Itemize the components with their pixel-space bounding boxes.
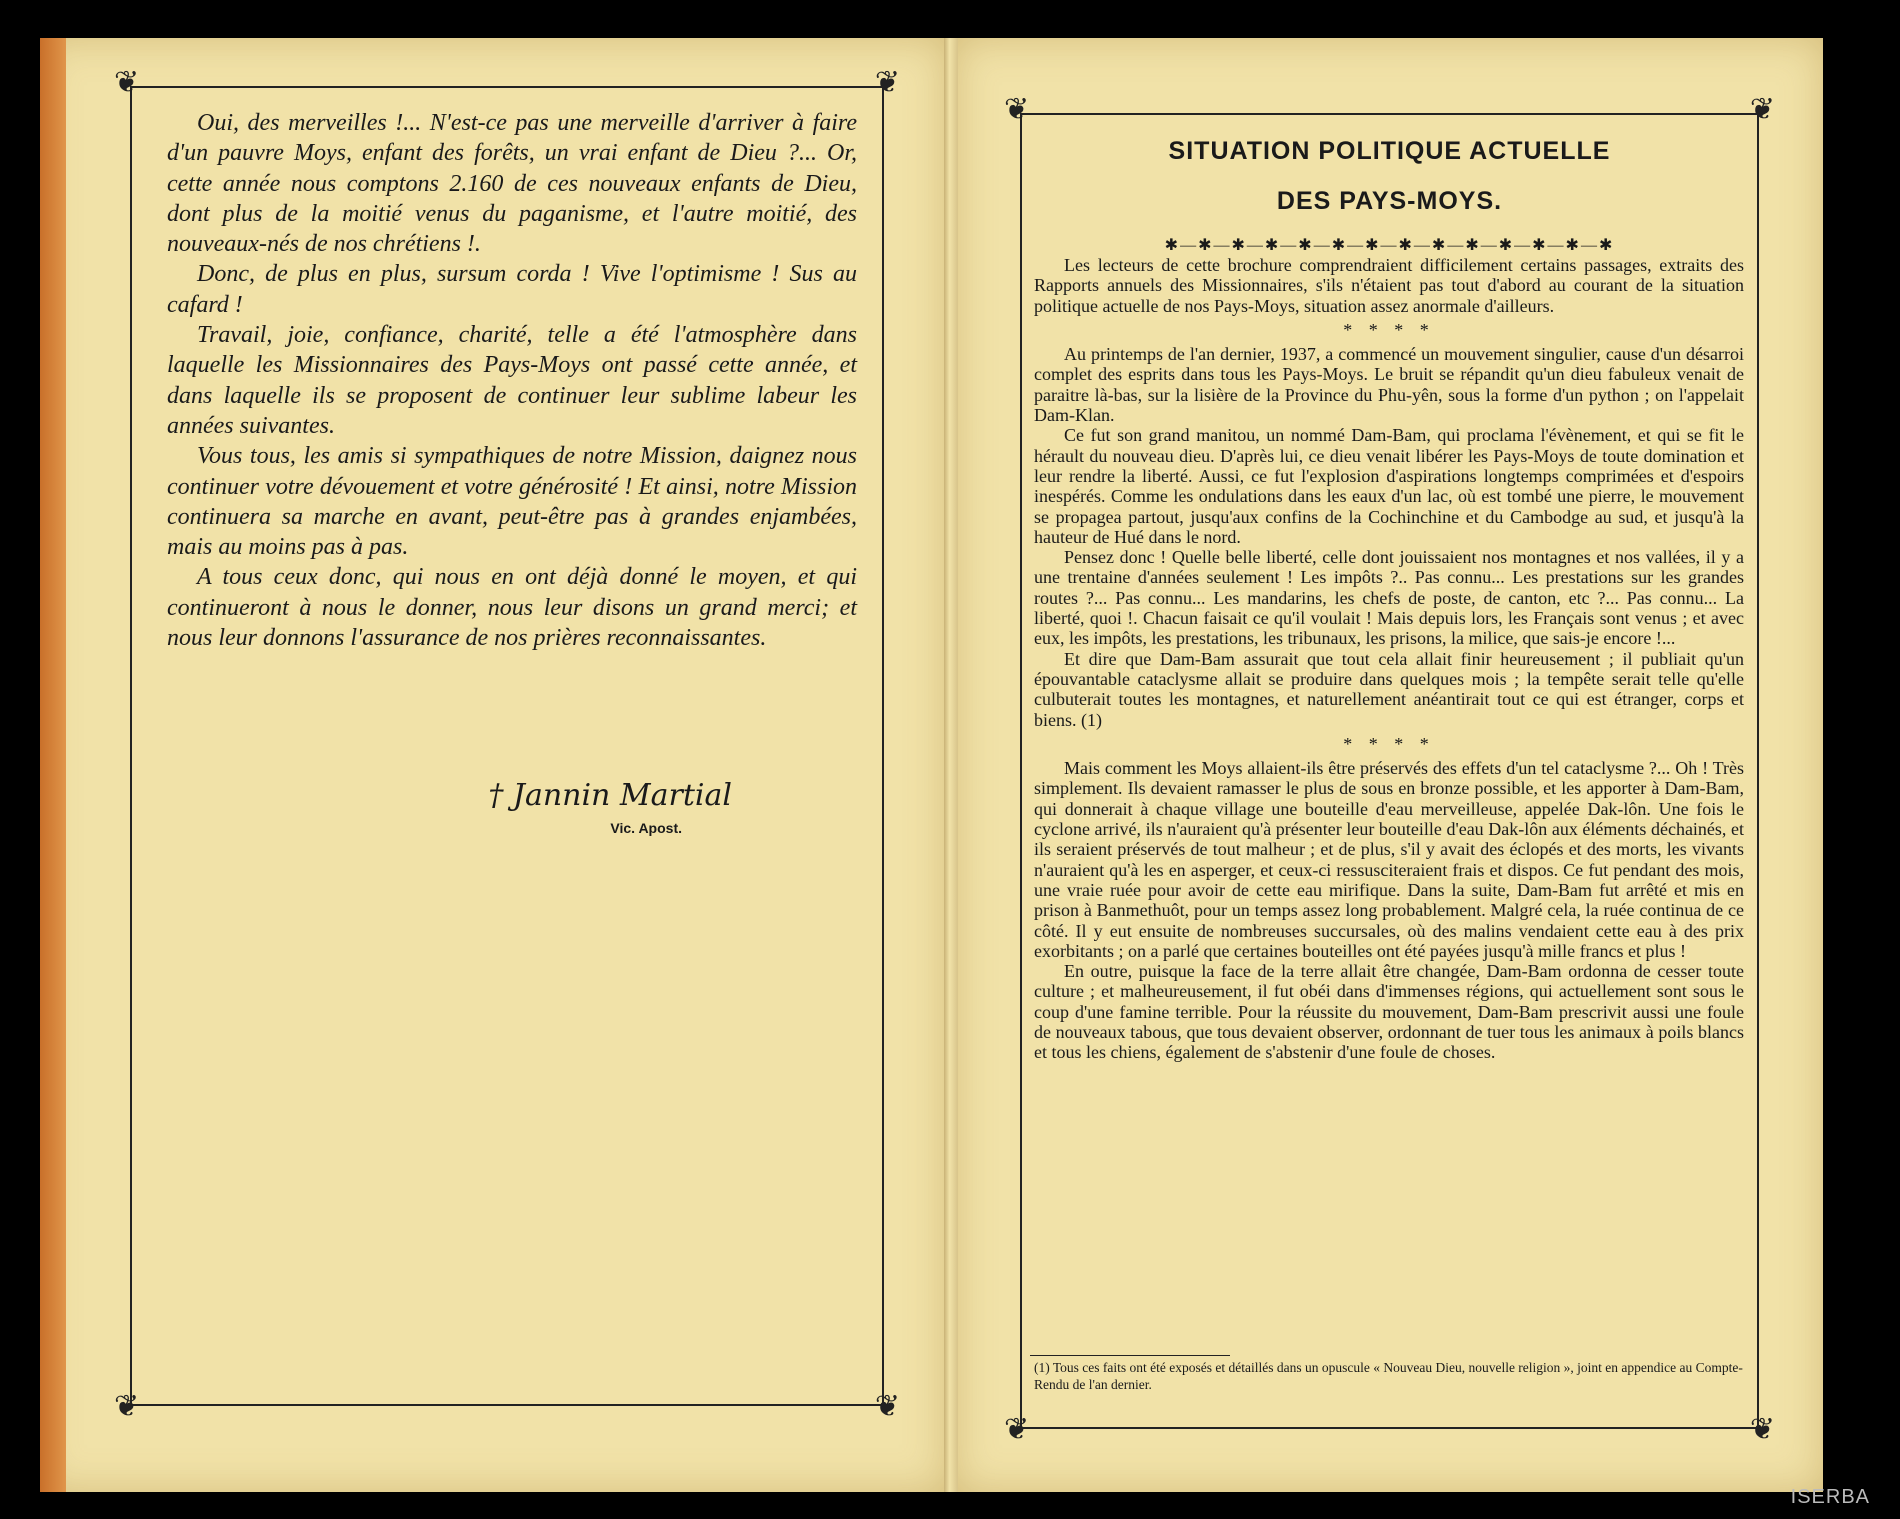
section-title-line-1: SITUATION POLITIQUE ACTUELLE [1168, 137, 1611, 165]
paragraph: Donc, de plus en plus, sursum corda ! Vive l'optimisme ! Sus au cafard ! [167, 261, 857, 318]
paragraph: Et dire que Dam-Bam assurait que tout cela allait finir heureusement ; il publiait qu'un épouvantable cataclysme allait se produire dans quelques mois ; la tempête serait telle qu'elle culbuterait toutes les montagnes, et naturellement anéantirait tout ce qui est étranger, corps et biens. (1) [1034, 648, 1744, 730]
decorative-star-rule: ✱—✱—✱—✱—✱—✱—✱—✱—✱—✱—✱—✱—✱—✱ [1164, 237, 1615, 254]
right-page-text [1034, 255, 1744, 1063]
paragraph: Pensez donc ! Quelle belle liberté, celle dont jouissaient nos montagnes et nos vallées, il y a une trentaine d'années seulement ! Les impôts ?.. Pas connu... Les prestations sur les grandes routes ?... Pas connu... Les mandarins, les chefs de poste, de canton, etc ?... Pas connu... La liberté, quoi !. Chacun faisait ce qu'il voulait ! Mais depuis lors, les Français sont venus ; et avec eux, les impôts, les prestations, les tribunaux, les prisons, la milice, que sais-je encore !... [1034, 547, 1744, 649]
corner-ornament-icon: ❦ [114, 1389, 140, 1424]
signature-title: Vic. Apost. [610, 820, 682, 836]
corner-ornament-icon: ❦ [1004, 92, 1030, 127]
section-title-line-2: DES PAYS-MOYS. [1276, 187, 1503, 215]
paragraph: En outre, puisque la face de la terre allait être changée, Dam-Bam ordonna de cesser toute culture ; et malheureusement, il fut obéi dans d'immenses régions, qui actuellement sont sous le coup d'une famine terrible. Pour la réussite du mouvement, Dam-Bam prescrivit aussi une foule de nouveaux tabous, que tous devaient observer, ordonnant de tuer tous les animaux à poils blancs et tous les chiens, également de s'abstenir d'une foule de choses. [1034, 961, 1744, 1063]
left-page-edge [40, 38, 66, 1492]
corner-ornament-icon: ❦ [874, 65, 900, 100]
signature: † Jannin Martial [488, 778, 732, 813]
corner-ornament-icon: ❦ [1749, 1412, 1775, 1447]
paragraph: Au printemps de l'an dernier, 1937, a commencé un mouvement singulier, cause d'un désarroi complet des esprits dans tous les Pays-Moys. Le bruit se répandit qu'un dieu fabuleux venait de paraitre là-bas, sur la lisière de la Province du Phu-yên, sous la forme d'un python ; on l'appelait Dam-Klan. [1034, 344, 1744, 426]
corner-ornament-icon: ❦ [114, 65, 140, 100]
footnote-rule [1030, 1355, 1230, 1356]
paragraph: Les lecteurs de cette brochure comprendraient difficilement certains passages, extraits des Rapports annuels des Missionnaires, s'ils n'étaient pas tout d'abord au courant de la situation politique actuelle de nos Pays-Moys, situation assez anormale d'ailleurs. [1034, 255, 1744, 316]
section-separator: * * * * [1343, 733, 1435, 754]
left-page-text [167, 108, 857, 653]
paragraph: Mais comment les Moys allaient-ils être préservés des effets d'un tel cataclysme ?... Oh ! Très simplement. Ils devaient ramasser le plus de sous en bronze possible, et les apporter à Dam-Bam, qui donnerait à chaque village une bouteille d'eau merveilleuse, appelée Dak-lôn. Une fois le cyclone arrivé, ils n'auraient qu'à présenter leur bouteille d'eau Dak-lôn aux éléments déchainés, et ils seraient préservés de tout malheur ; et de plus, s'il y avait des éclopés et des morts, les vivants n'auraient qu'à les en asperger, et ceux-ci ressusciteraient frais et dispos. Ce fut pendant des mois, une vraie ruée pour avoir de cette eau mirifique. Dans la suite, Dam-Bam fut arrêté et mis en prison à Banmethuôt, pour un temps assez long probablement. Malgré cela, la ruée continua de ce côté. Il y eut ensuite de nombreuses succursales, où des malins vendaient cette eau à des prix exorbitants ; on a parlé que certaines bouteilles ont été payées jusqu'à mille francs et plus ! [1034, 758, 1744, 961]
paragraph: Oui, des merveilles !... N'est-ce pas une merveille d'arriver à faire d'un pauvre Moys, enfant des forêts, un vrai enfant de Dieu ?... Or, cette année nous comptons 2.160 de ces nouveaux enfants de Dieu, dont plus de la moitié venus du paganisme, et l'autre moitié, des nouveaux-nés de nos chrétiens !. [167, 110, 857, 258]
paragraph: Vous tous, les amis si sympathiques de notre Mission, daignez nous continuer votre dévouement et votre générosité ! Et ainsi, notre Mission continuera sa marche en avant, peut-être pas à grandes enjambées, mais au moins pas à pas. [167, 443, 857, 561]
right-page-frame [1004, 92, 1775, 1447]
left-page-frame [114, 65, 900, 1424]
watermark: ISERBA [1790, 1486, 1870, 1508]
paragraph: A tous ceux donc, qui nous en ont déjà donné le moyen, et qui continueront à nous le donner, nous leur disons un grand merci; et nous leur donnons l'assurance de nos prières reconnaissantes. [167, 564, 857, 652]
footnote: (1) Tous ces faits ont été exposés et détaillés dans un opuscule « Nouveau Dieu, nouvelle religion », joint en appendice au Compte-Rendu de l'an dernier. [1034, 1360, 1743, 1392]
corner-ornament-icon: ❦ [1749, 92, 1775, 127]
section-separator: * * * * [1343, 319, 1435, 340]
corner-ornament-icon: ❦ [874, 1389, 900, 1424]
corner-ornament-icon: ❦ [1004, 1412, 1030, 1447]
right-page-content [955, 38, 1823, 1492]
paragraph: Travail, joie, confiance, charité, telle a été l'atmosphère dans laquelle les Missionnaires des Pays-Moys ont passé cette année, et dans laquelle ils se proposent de continuer leur sublime labeur les années suivantes. [167, 322, 857, 439]
paragraph: Ce fut son grand manitou, un nommé Dam-Bam, qui proclama l'évènement, et qui se fit le hérault du nouveau dieu. D'après lui, ce dieu venait libérer les Pays-Moys de toute domination et leur rendre la liberté. Aussi, ce fut l'explosion d'aspirations longtemps comprimées et d'espoirs inespérés. Comme les ondulations dans les eaux d'un lac, où est tombé une pierre, le mouvement se propagea partout, jusqu'aux confins de la Cochinchine et du Cambodge au sud, et jusqu'à la hauteur de Hué dans le nord. [1034, 425, 1744, 547]
